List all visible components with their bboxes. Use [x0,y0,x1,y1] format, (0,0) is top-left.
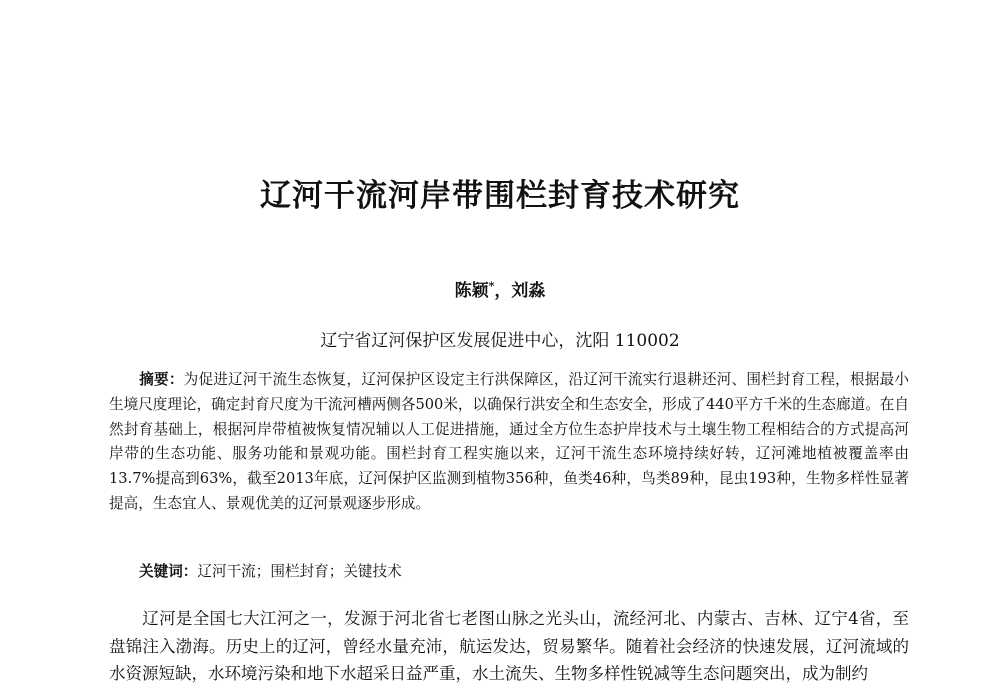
corresponding-author-marker: * [488,279,495,293]
keywords [139,560,909,584]
body-text: 辽河是全国七大江河之一，发源于河北省七老图山脉之光头山，流经河北、内蒙古、吉林、辽宁4省，至盘锦注入渤海。历史上的辽河，曾经水量充沛，航运发达，贸易繁华。随着社会经济的快速发展，辽河流域的水资源短缺，水环境污染和地下水超采日益严重，水土流失、生物多样性锐减等生态问题突出，成为制约 [109,609,909,683]
body-paragraph [109,605,909,688]
abstract-text: 为促进辽河干流生态恢复，辽河保护区设定主行洪保障区，沿辽河干流实行退耕还河、围栏封育工程，根据最小生境尺度理论，确定封育尺度为干流河槽两侧各500米，以确保行洪安全和生态安全，形成了440平方千米的生态廊道。在自然封育基础上，根据河岸带植被恢复情况辅以人工促进措施，通过全方位生态护岸技术与土壤生物工程相结合的方式提高河岸带的生态功能、服务功能和景观功能。围栏封育工程实施以来，辽河干流生态环境持续好转，辽河滩地植被覆盖率由13.7%提高到63%，截至2013年底，辽河保护区监测到植物356种，鱼类46种，鸟类89种，昆虫193种，生物多样性显著提高，生态宜人、景观优美的辽河景观逐步形成。 [109,371,909,512]
author-first: 陈颖 [454,281,489,301]
keywords-label: 关键词： [139,563,198,580]
author-line [0,276,1000,301]
affiliation: 辽宁省辽河保护区发展促进中心，沈阳 110002 [320,331,680,351]
abstract-label: 摘要： [139,371,184,388]
keywords-text: 辽河干流；围栏封育；关键技术 [197,563,402,580]
author-rest: ，刘淼 [494,281,546,301]
paper-title: 辽河干流河岸带围栏封育技术研究 [260,178,740,214]
abstract [109,368,909,517]
